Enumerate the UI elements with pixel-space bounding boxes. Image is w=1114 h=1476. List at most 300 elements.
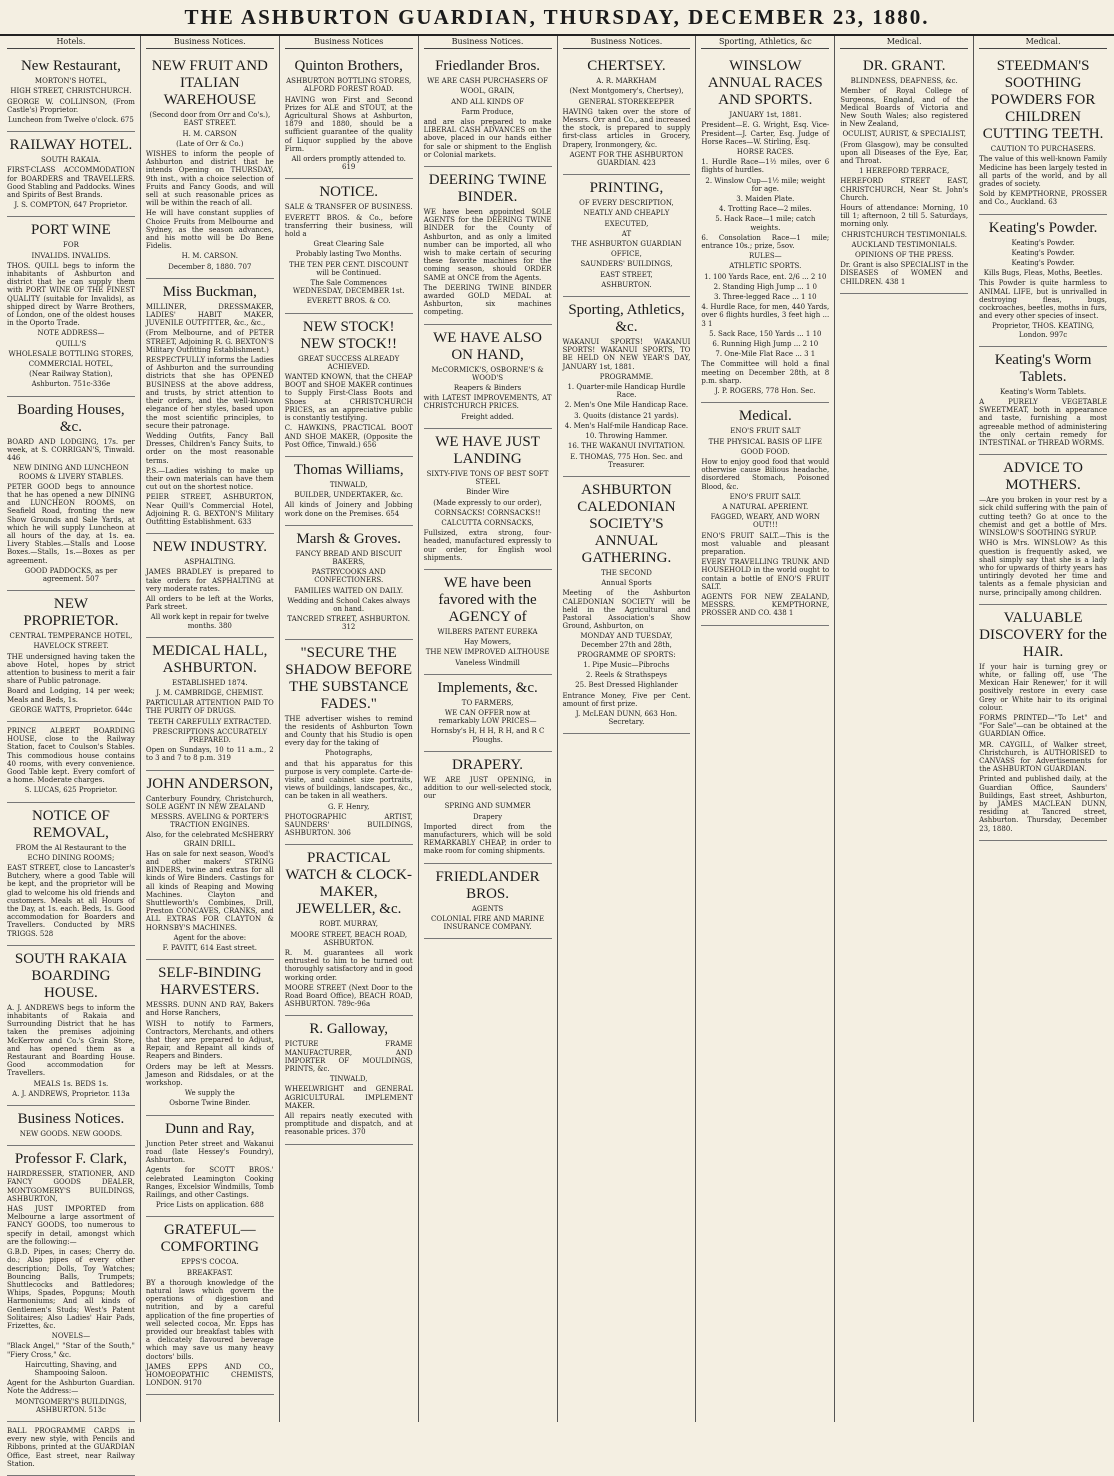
column-4	[419, 36, 558, 1422]
advertisement-line: MONDAY AND TUESDAY, December 27th and 28th,	[580, 632, 673, 649]
advertisement-title: VALUABLE DISCOVERY for the HAIR.	[979, 609, 1107, 660]
advertisement-title: R. Galloway,	[309, 1021, 388, 1038]
advertisement-line: Agent for the above:	[173, 933, 247, 942]
advertisement	[424, 429, 552, 570]
advertisement	[7, 591, 135, 722]
advertisement-line: The Sale Commences WEDNESDAY, DECEMBER 1st.	[292, 279, 405, 296]
advertisement-line: (From Melbourne, and of PETER STREET, Adjoining R. G. BEXTON'S Military Outfitting Establishment.)	[145, 329, 274, 354]
advertisement-line: CALCUTTA CORNSACKS,	[441, 518, 534, 527]
advertisement	[7, 397, 135, 591]
advertisement-line: THE undersigned having taken the above Hotel, hopes by strict attention to business to merit a fair share of Public patronage.	[7, 652, 135, 686]
advertisement-line: NEATLY AND CHEAPLY	[583, 209, 670, 218]
advertisement-line: HAIRDRESSER, STATIONER, AND FANCY GOODS DEALER, MONTGOMERY'S BUILDINGS, ASHBURTON,	[7, 1170, 135, 1203]
advertisement-line: THE PHYSICAL BASIS OF LIFE	[708, 437, 822, 446]
advertisement	[146, 960, 274, 1115]
advertisement-line: CAUTION TO PURCHASERS.	[990, 145, 1096, 154]
advertisement-line: NEW GOODS. NEW GOODS.	[19, 1130, 123, 1139]
advertisement	[7, 1422, 135, 1476]
advertisement-title: WE have been favored with the AGENCY of	[438, 574, 537, 625]
advertisement-title: Quinton Brothers,	[294, 58, 403, 75]
advertisement-title: Keating's Worm Tablets.	[994, 351, 1092, 385]
advertisement-line: All orders to be left at the Works, Park street.	[145, 594, 274, 612]
advertisement-line: HAVING won First and Second Prizes for ALE and STOUT, at the Agricultural Shows at Ashburton, 1879 and 1880, should be a sufficient guarantee of the quality of Liquor supplied by the above Firm.	[284, 95, 413, 153]
advertisement-line: CHRISTCHURCH TESTIMONIALS.	[841, 230, 967, 239]
advertisement-line: Probably lasting Two Months.	[295, 250, 402, 259]
advertisement-line: The Committee will hold a final meeting on December 28th, at 8 p.m. sharp.	[701, 360, 830, 385]
advertisement-line: OF EVERY DESCRIPTION,	[579, 199, 674, 208]
advertisement-line: WE have been appointed SOLE AGENTS for the DEERING TWINE BINDER for the County of Ashburton, and as only a limited number can be imported, all who wish to make certain of securing these favorite machines for the coming season, should ORDER SAME at ONCE from the Agents.	[423, 208, 552, 282]
advertisement-line: SIXTY-FIVE TONS OF BEST SOFT STEEL	[426, 469, 549, 487]
advertisement-line: MONTGOMERY'S BUILDINGS, ASHBURTON. 513c	[15, 1397, 127, 1414]
advertisement-line: 2. Standing High Jump ... 1 0	[713, 282, 817, 291]
advertisement-line: WISHES to inform the people of Ashburton and district that he intends Opening on THURSDAY, 9th inst., with a choice selection of Fruits and Fancy Goods, and will sell at such reasonable prices as will be within the reach of all.	[145, 150, 274, 208]
advertisement	[979, 605, 1107, 841]
advertisement-line: HAVELOCK STREET.	[33, 642, 109, 651]
advertisement-line: COLONIAL FIRE AND MARINE INSURANCE COMPANY.	[431, 914, 545, 931]
advertisement-title: WE HAVE JUST LANDING	[435, 433, 540, 467]
advertisement	[146, 1217, 274, 1395]
advertisement-line: Printed and published daily, at the Guardian Office, Saunders' Buildings, East street, Ashburton, by JAMES MACLEAN DUNN, residing at Tancred street, Ashburton. Thursday, December 23, 1880.	[979, 775, 1107, 833]
advertisement-line: CENTRAL TEMPERANCE HOTEL,	[9, 632, 133, 641]
advertisement-line: TINWALD,	[329, 1075, 368, 1084]
advertisement-line: and are also prepared to make LIBERAL CASH ADVANCES on the above, placed in our hands either for sale or shipment to the English or Colonial markets.	[423, 118, 552, 159]
advertisement	[563, 297, 691, 477]
advertisement-line: P.S.—Ladies wishing to make up their own materials can have them cut out on the shortest notice.	[145, 466, 274, 492]
advertisement-line: (Late of Orr & Co.)	[176, 139, 244, 148]
advertisement-line: ENO'S FRUIT SALT.	[729, 492, 802, 501]
advertisement-line: AGENTS	[471, 904, 504, 913]
advertisement-title: Implements, &c.	[437, 679, 538, 696]
advertisement-line: WILBERS PATENT EUREKA	[437, 627, 538, 636]
advertisement-title: NOTICE.	[319, 184, 379, 201]
advertisement	[840, 53, 968, 294]
advertisement-line: Wedding Outfits, Fancy Ball Dresses, Children's Fancy Suits, to order on the most reasonable terms.	[145, 431, 274, 465]
advertisement-line: Luncheon from Twelve o'clock. 675	[8, 116, 134, 125]
advertisement-line: TINWALD,	[329, 480, 368, 489]
advertisement	[424, 675, 552, 752]
advertisement-title: PRINTING,	[589, 180, 664, 197]
advertisement-line: 4. Men's Half-mile Handicap Race.	[564, 421, 689, 430]
advertisement-line: GOOD FOOD.	[740, 447, 790, 456]
advertisement-line: Canterbury Foundry, Christchurch, SOLE AGENT IN NEW ZEALAND	[145, 794, 274, 811]
advertisement-line: THE ASHBURTON GUARDIAN	[571, 240, 682, 249]
advertisement-line: THE SECOND	[601, 568, 652, 577]
advertisement-line: BLINDNESS, DEAFNESS, &c.	[850, 77, 958, 86]
advertisement	[424, 570, 552, 675]
advertisement-line: NEW DINING AND LUNCHEON ROOMS & LIVERY STABLES.	[13, 464, 129, 481]
advertisement	[7, 803, 135, 946]
advertisement-line: The DEERING TWINE BINDER awarded GOLD MEDAL at Ashburton, six machines competing.	[423, 283, 552, 317]
advertisement-line: AND ALL KINDS OF	[451, 97, 525, 106]
advertisement-line: G. F. Henry,	[328, 802, 370, 811]
column-5	[558, 36, 697, 1422]
advertisement-line: Junction Peter street and Wakanui road (late Hessey's Foundry), Ashburton.	[145, 1139, 274, 1165]
advertisement	[979, 215, 1107, 347]
advertisement-line: FANCY BREAD AND BISCUIT BAKERS,	[295, 549, 402, 566]
advertisement-line: CORNSACKS! CORNSACKS!!	[434, 508, 541, 517]
advertisement	[424, 325, 552, 429]
advertisement-line: Farm Produce,	[461, 107, 514, 116]
advertisement-line: AGENT FOR THE ASHBURTON GUARDIAN. 423	[569, 150, 684, 168]
advertisement-line: THE advertiser wishes to remind the residents of Ashburton Town and County that his Studio is open every day for the taking of	[284, 714, 413, 748]
advertisement-line: PROGRAMME OF SPORTS:	[577, 650, 676, 659]
advertisement	[285, 179, 413, 313]
advertisement-line: Drapery	[473, 812, 503, 821]
advertisement-line: EAST STREET,	[600, 270, 653, 279]
advertisement-line: 6. Consolation Race—1 mile; entrance 10s.; prize, 5sov.	[701, 233, 830, 251]
advertisement-line: BOARD AND LODGING, 17s. per week, at S. CORRIGAN'S, Tinwald. 446	[7, 437, 135, 463]
advertisement-line: Agents for SCOTT BROS.' celebrated Leamington Cooking Ranges, Excelsior Windmills, Tomb Railings, and other Castings.	[145, 1166, 274, 1199]
advertisement-line: ASHBURTON BOTTLING STORES, ALFORD FOREST ROAD.	[286, 77, 412, 94]
advertisement-line: J. S. COMPTON, 647 Proprietor.	[14, 201, 128, 210]
advertisement-line: J. McLEAN DUNN, 663 Hon. Secretary.	[575, 709, 678, 727]
advertisement-line: BREAKFAST.	[186, 1268, 233, 1277]
advertisement-line: Meeting of the Ashburton CALEDONIAN SOCIETY will be held in the Agricultural and Pastoral Association's Show Ground, Ashburton, on	[562, 589, 691, 631]
advertisement-line: GEORGE WATTS, Proprietor. 644c	[9, 705, 133, 714]
advertisement-line: OPINIONS OF THE PRESS.	[854, 251, 954, 260]
advertisement-line: WANTED KNOWN, that the CHEAP BOOT and SHOE MAKER continues to Supply First-Class Boots and Shoes at CHRISTCHURCH PRICES, as an appreciative public is constantly testifying.	[284, 373, 413, 423]
advertisement-line: WAKANUI SPORTS! WAKANUI SPORTS! WAKANUI SPORTS, TO BE HELD ON NEW YEAR'S DAY, JANUARY 1st, 1881.	[562, 338, 691, 371]
advertisement-title: STEEDMAN'S SOOTHING POWDERS FOR CHILDREN CUTTING TEETH.	[982, 58, 1104, 143]
advertisement-line: JAMES EPPS AND CO., HOMOEOPATHIC CHEMISTS, LONDON. 9170	[145, 1362, 274, 1388]
advertisement-line: A NATURAL APERIENT.	[722, 502, 809, 511]
column-header: Business Notices	[285, 38, 413, 49]
advertisement-line: TANCRED STREET, ASHBURTON. 312	[287, 615, 410, 632]
advertisement-line: Has on sale for next season, Wood's and other makers' STRING BINDERS, twine and extras for all kinds of Wire Binders. Castings for all kinds of Reaping and Mowing Machines. Clayton and Shuttleworth's Combines, Drill, Preston CONCAVES, CRANKS, and ALL EXTRAS FOR CLAYTON & HORNSBY'S MACHINES.	[145, 849, 274, 932]
advertisement-line: A. J. ANDREWS begs to inform the inhabitants of Rakaia and Surrounding District that he has taken the premises adjoining McKerrow and Co.'s Grain Store, and has opened them as a Restaurant and Boarding House. Good accommodation for Travellers.	[7, 1003, 135, 1078]
advertisement-line: Member of Royal College of Surgeons, England, and of the Medical Boards of Victoria and New South Wales; also registered in New Zealand,	[840, 87, 969, 129]
advertisement-line: The value of this well-known Family Medicine has been largely tested in all parts of the world, and by all grades of society.	[979, 155, 1107, 189]
advertisement-title: Miss Buckman,	[162, 283, 257, 300]
advertisement-title: WE HAVE ALSO ON HAND,	[433, 329, 542, 363]
advertisement-line: EVERETT BROS. & Co., before transferring their business, will hold a	[284, 213, 413, 239]
advertisement-line: G.B.D. Pipes, in cases; Cherry do. do.; Also pipes of every other description; Dolls, Toy Watches; Bouncing Balls, Trumpets; Shuttlecocks and Battledores; Whips, Spades, Popguns; Mouth Harmoniums; And all kinds of Gentlemen's Studs; West's Patent Solitaires; Also Ladies' Hair Pads, Frizettes, &c.	[7, 1248, 135, 1330]
advertisement	[285, 1016, 413, 1144]
advertisement-line: MESSRS. AVELING & PORTER'S TRACTION ENGINES.	[150, 813, 269, 830]
advertisement-line: (Second door from Orr and Co's.), EAST STREET.	[149, 111, 271, 128]
advertisement	[7, 1146, 135, 1422]
column-header: Medical.	[979, 38, 1107, 49]
advertisement-line: E. THOMAS, 775 Hon. Sec. and Treasurer.	[570, 452, 683, 469]
column-header: Business Notices.	[563, 38, 691, 49]
advertisement-title: DRAPERY.	[452, 756, 524, 773]
advertisement-title: GRATEFUL—COMFORTING	[160, 1222, 259, 1256]
advertisement-line: HIGH STREET, CHRISTCHURCH.	[10, 87, 132, 96]
advertisement-line: ROBT. MURRAY,	[319, 920, 378, 929]
advertisement-line: Keating's Powder.	[1011, 259, 1075, 268]
advertisement-line: (From Glasgow), may be consulted upon all Diseases of the Eye, Ear, and Throat.	[840, 140, 969, 166]
advertisement-title: New Restaurant,	[20, 58, 121, 75]
advertisement-line: How to enjoy good food that would otherwise cause Bilious headache, disordered Stomach, Poisoned Blood, &c.	[701, 457, 830, 491]
advertisement-line: ECHO DINING ROOMS;	[27, 853, 115, 862]
advertisement-line: 1. 100 Yards Race, ent. 2/6 ... 2 10	[704, 272, 827, 281]
advertisement-line: Freight added.	[461, 412, 514, 421]
advertisement-line: Binder Wire	[466, 488, 509, 497]
advertisement-title: NEW STOCK! NEW STOCK!!	[300, 318, 397, 352]
advertisement-line: OFFICE,	[610, 250, 642, 259]
advertisement-line: HAVING taken over the store of Messrs. Orr and Co., and increased the stock, is prepared to supply first-class articles in Grocery, Drapery, Ironmongery, &c.	[562, 107, 691, 149]
advertisement-line: J. P. ROGERS, 778 Hon. Sec.	[715, 387, 816, 396]
advertisement-line: Proprietor, THOS. KEATING, London. 997c	[991, 322, 1095, 339]
advertisement-line: TO FARMERS,	[461, 698, 514, 707]
advertisement-line: McCORMICK'S, OSBORNE'S & WOOD'S	[431, 365, 544, 382]
advertisement-title: Medical.	[738, 408, 792, 425]
advertisement-title: DEERING TWINE BINDER.	[428, 172, 547, 206]
advertisement-line: Orders may be left at Messrs. Jameson and Ridsdales, or at the workshop.	[145, 1062, 274, 1088]
advertisement-line: HORSE RACES.	[736, 148, 794, 157]
advertisement-line: Kills Bugs, Fleas, Moths, Beetles.	[983, 269, 1103, 278]
advertisement-line: ENO'S FRUIT SALT	[730, 427, 801, 436]
advertisement-line: with LATEST IMPROVEMENTS, AT CHRISTCHURCH PRICES.	[423, 394, 552, 411]
advertisement-line: AGENTS FOR NEW ZEALAND, MESSRS. KEMPTHORNE, PROSSER AND CO. 438 1	[701, 592, 830, 618]
advertisement-line: Also, for the celebrated McSHERRY GRAIN DRILL.	[145, 831, 274, 848]
advertisement-line: 1. Pipe Music—Pibrochs	[583, 660, 670, 669]
advertisement-title: Friedlander Bros.	[435, 58, 541, 75]
advertisement-line: PASTRYCOOKS AND CONFECTIONERS.	[311, 568, 386, 585]
advertisement-title: PORT WINE	[31, 222, 111, 239]
advertisement-title: NEW FRUIT AND ITALIAN WAREHOUSE	[151, 58, 268, 109]
advertisement-line: MILLINER, DRESSMAKER, LADIES' HABIT MAKER, JUVENILE OUTFITTER, &c., &c.,	[145, 302, 274, 328]
advertisement	[701, 53, 829, 403]
column-2	[141, 36, 280, 1422]
advertisement-line: Board and Lodging, 14 per week; Meals and Beds, 1s.	[7, 687, 135, 704]
advertisement-line: F. PAVITT, 614 East street.	[162, 944, 257, 953]
advertisement-line: MORTON'S HOTEL,	[34, 77, 107, 86]
column-header: Hotels.	[7, 38, 135, 49]
advertisement-line: 1. Quarter-mile Handicap Hurdle Race.	[567, 383, 686, 400]
advertisement-line: H. M. CARSON.	[181, 252, 238, 261]
advertisement-line: FROM the Al Restaurant to the	[15, 843, 127, 852]
column-3	[280, 36, 419, 1422]
advertisement	[146, 638, 274, 771]
advertisement-title: Business Notices.	[17, 1111, 125, 1128]
advertisement-title: Professor F. Clark,	[14, 1151, 127, 1168]
advertisement	[285, 314, 413, 457]
advertisement-line: This Powder is quite harmless to ANIMAL LIFE, but is unrivalled in destroying fleas, bugs, cockroaches, beetles, moths in furs, and every other species of insect.	[979, 279, 1107, 321]
advertisement	[563, 477, 691, 734]
advertisement-line: Annual Sports	[601, 579, 652, 588]
advertisement-line: FOR	[63, 241, 79, 250]
advertisement-line: If your hair is turning grey or white, or falling off, use 'The Mexican Hair Renewer,' for it will positively restore in every case Grey or White hair to its original colour.	[979, 662, 1107, 712]
advertisement	[701, 403, 829, 625]
advertisement-line: Open on Sundays, 10 to 11 a.m., 2 to 3 and 7 to 8 p.m. 319	[145, 746, 274, 763]
advertisement-line: HEREFORD STREET EAST, CHRISTCHURCH, Near St. John's Church.	[840, 177, 969, 202]
advertisement-line: FAMILIES WAITED ON DAILY.	[294, 586, 404, 595]
advertisement-title: Marsh & Groves.	[296, 530, 401, 547]
advertisement-line: ATHLETIC SPORTS.	[729, 262, 802, 271]
advertisement-line: (Next Montgomery's, Chertsey),	[569, 87, 684, 96]
advertisement	[146, 771, 274, 961]
advertisement-line: SPRING AND SUMMER	[444, 802, 531, 811]
advertisement-line: Keating's Powder.	[1011, 248, 1075, 257]
advertisement-line: 1 HEREFORD TERRACE,	[859, 167, 950, 176]
advertisement-line: JANUARY 1st, 1881.	[729, 111, 802, 120]
advertisement-line: Wedding and School Cakes always on hand.	[287, 596, 410, 613]
advertisement-line: Price Lists on application. 688	[155, 1201, 264, 1210]
column-7	[835, 36, 974, 1422]
advertisement-title: Dunn and Ray,	[165, 1120, 255, 1137]
advertisement	[285, 845, 413, 1016]
advertisement-line: 3. Quoits (distance 21 yards).	[574, 411, 679, 420]
advertisement	[7, 53, 135, 132]
advertisement-line: A. R. MARKHAM	[596, 77, 657, 86]
advertisement-title: NEW PROPRIETOR.	[23, 596, 119, 630]
advertisement-line: 1. Hurdle Race—1½ miles, over 6 flights of hurdles.	[701, 158, 830, 175]
advertisement-line: J. M. CAMBRIDGE, CHEMIST.	[156, 688, 264, 697]
advertisement	[7, 722, 135, 803]
advertisement-line: PARTICULAR ATTENTION PAID TO THE PURITY OF DRUGS.	[145, 699, 274, 716]
advertisement-line: PRESCRIPTIONS ACCURATELY PREPARED.	[152, 727, 268, 744]
advertisement-line: GEORGE W. COLLINSON, (From Castle's) Proprietor.	[7, 97, 135, 114]
advertisement-title: ASHBURTON CALEDONIAN SOCIETY'S ANNUAL GATHERING.	[577, 481, 676, 566]
advertisement-line: Hay Mowers,	[463, 638, 512, 647]
advertisement-line: OCULIST, AURIST, & SPECIALIST,	[842, 130, 966, 139]
advertisement-title: SOUTH RAKAIA BOARDING HOUSE.	[14, 950, 127, 1001]
columns	[2, 36, 1112, 1468]
advertisement	[285, 640, 413, 846]
advertisement-line: C. HAWKINS, PRACTICAL BOOT AND SHOE MAKER, (Opposite the Post Office, Tinwald.) 656	[284, 424, 413, 449]
advertisement-title: FRIEDLANDER BROS.	[435, 868, 540, 902]
advertisement-line: FORMS PRINTED—"To Let" and "For Sale"—can be obtained at the GUARDIAN Office.	[979, 713, 1107, 739]
advertisement-line: WOOL, GRAIN,	[460, 87, 515, 96]
advertisement-title: Thomas Williams,	[293, 461, 404, 478]
advertisement-line: All orders promptly attended to. 619	[291, 155, 406, 172]
advertisement-line: WHO is Mrs. WINSLOW? As this question is frequently asked, we shall simply say that she is a lady who for upwards of thirty years has untiringly devoted her time and talents as a female physician and nurse, principally among children.	[979, 539, 1107, 597]
advertisement-line: R. M. guarantees all work entrusted to him to be turned out thoroughly satisfactory and in good working order.	[284, 949, 413, 982]
advertisement-line: AT	[621, 229, 632, 238]
advertisement-line: ASPHALTING.	[184, 558, 236, 567]
advertisement-line: MEALS 1s. BEDS 1s.	[33, 1079, 109, 1088]
advertisement-line: SOUTH RAKAIA.	[41, 156, 101, 165]
advertisement-line: 2. Men's One Mile Handicap Race.	[564, 401, 689, 410]
advertisement-line: S. LUCAS, 625 Proprietor.	[24, 786, 118, 795]
advertisement	[979, 347, 1107, 455]
advertisement-line: 25. Best Dressed Highlander	[575, 681, 678, 690]
advertisement-line: H. M. CARSON	[182, 129, 238, 138]
advertisement	[979, 53, 1107, 214]
advertisement-line: 16. THE WAKANUI INVITATION.	[567, 442, 685, 451]
advertisement-line: BY a thorough knowledge of the natural laws which govern the operations of digestion and nutrition, and by a careful application of the fine properties of well selected cocoa, Mr. Epps has provided our breakfast tables with a delicately flavoured beverage which may save us many heavy doctors' bills.	[145, 1278, 274, 1361]
advertisement	[424, 752, 552, 864]
advertisement	[424, 53, 552, 167]
advertisement-line: Photographs,	[325, 749, 373, 758]
advertisement-line: Osborne Twine Binder.	[169, 1099, 251, 1108]
advertisement-title: RAILWAY HOTEL.	[9, 137, 133, 154]
advertisement-line: RULES—	[748, 252, 782, 261]
column-header: Medical.	[840, 38, 968, 49]
advertisement-line: (Made expressly to our order),	[433, 498, 542, 507]
advertisement-line: PHOTOGRAPHIC ARTIST, SAUNDERS' BUILDINGS, ASHBURTON. 306	[284, 812, 413, 838]
column-header: Business Notices.	[424, 38, 552, 49]
advertisement	[979, 455, 1107, 604]
advertisement-line: Keating's Worm Tablets.	[1000, 387, 1087, 396]
advertisement-line: GREAT SUCCESS ALREADY ACHIEVED.	[298, 354, 400, 371]
advertisement-title: ADVICE TO MOTHERS.	[1003, 460, 1083, 494]
column-8	[974, 36, 1112, 1422]
advertisement-line: BUILDER, UNDERTAKER, &c.	[294, 491, 403, 500]
advertisement-line: All kinds of Joinery and Jobbing work done on the Premises. 654	[284, 501, 413, 518]
advertisement-line: HAS JUST IMPORTED from Melbourne a large assortment of FANCY GOODS, too numerous to specify in detail, amongst which are the following:—	[7, 1205, 135, 1246]
advertisement-line: COMMERCIAL HOTEL,	[28, 360, 114, 369]
advertisement-line: 4. Trotting Race—2 miles.	[718, 205, 812, 214]
advertisement-title: SELF-BINDING HARVESTERS.	[158, 965, 262, 999]
advertisement-line: 10. Throwing Hammer.	[585, 432, 668, 441]
advertisement-line: 6. Running High Jump ... 2 10	[712, 340, 819, 349]
advertisement-line: Dr. Grant is also SPECIALIST in the DISEASES of WOMEN and CHILDREN. 438 1	[840, 261, 969, 286]
advertisement-line: THE NEW IMPROVED ALTHOUSE	[425, 648, 550, 657]
advertisement-line: MESSRS. DUNN AND RAY, Bakers and Horse Ranchers,	[145, 1001, 274, 1018]
advertisement-line: 4. Hurdle Race, for men, 440 Yards, over 6 flights hurdles, 3 feet high ... 3 1	[701, 303, 830, 328]
advertisement-line: Fullsized, extra strong, four-headed, manufactured expressly to our order, for English wool shipments.	[423, 529, 552, 562]
advertisement-line: MR. CAYGILL, of Walker street, Christchurch, is AUTHORISED to CANVASS for Advertisements for the ASHBURTON GUARDIAN.	[979, 740, 1107, 774]
advertisement-title: NEW INDUSTRY.	[152, 539, 268, 556]
advertisement-line: We supply the	[184, 1089, 235, 1098]
advertisement-line: BALL PROGRAMME CARDS in every new style, with Pencils and Ribbons, printed at the GUARDIAN Office, East street, near Railway Station.	[7, 1426, 135, 1468]
column-6	[696, 36, 835, 1422]
advertisement-line: Hours of attendance: Morning, 10 till 1; afternoon, 2 till 5. Saturdays, morning only.	[840, 204, 969, 229]
advertisement-line: EXECUTED,	[604, 219, 649, 228]
advertisement-title: PRACTICAL WATCH & CLOCK-MAKER, JEWELLER, &c.	[285, 850, 413, 918]
advertisement-line: ENO'S FRUIT SALT.—This is the most valuable and pleasant preparation.	[701, 531, 830, 556]
advertisement-line: 5. Hack Race—1 mile; catch weights.	[715, 215, 816, 232]
advertisement	[424, 864, 552, 940]
advertisement-line: WISH to notify to Farmers, Contractors, Merchants, and others that they are prepared to Adjust, Repair, and Repaint all kinds of Reapers and Binders.	[145, 1019, 274, 1061]
advertisement-line: Reapers & Binders	[453, 384, 522, 393]
advertisement-line: December 8, 1880. 707	[168, 262, 252, 271]
advertisement-line: MOORE STREET, BEACH ROAD, ASHBURTON.	[290, 930, 408, 947]
advertisement-line: QUILL'S	[55, 339, 87, 348]
advertisement-line: MOORE STREET (Next Door to the Road Board Office), BEACH ROAD, ASHBURTON. 789c-96a	[284, 983, 413, 1009]
advertisement-line: A PURELY VEGETABLE SWEETMEAT, both in appearance and taste, furnishing a most agreeable method of administering the only certain remedy for INTESTINAL or THREAD WORMS.	[979, 398, 1107, 448]
advertisement-line: JAMES BRADLEY is prepared to take orders for ASPHALTING at very moderate rates.	[145, 568, 274, 593]
advertisement-line: Vaneless Windmill	[455, 658, 520, 667]
advertisement-line: WE CAN OFFER now at remarkably LOW PRICES—	[438, 708, 537, 726]
advertisement	[7, 217, 135, 396]
advertisement	[146, 1116, 274, 1218]
advertisement-line: NOTE ADDRESS—	[37, 329, 105, 338]
advertisement-line: Keating's Powder.	[1011, 238, 1075, 247]
advertisement	[563, 175, 691, 297]
advertisement-line: ASHBURTON.	[601, 280, 652, 289]
advertisement-title: Boarding Houses, &c.	[17, 401, 125, 435]
advertisement-title: NOTICE OF REMOVAL,	[31, 807, 110, 841]
advertisement-line: EVERY TRAVELLING TRUNK AND HOUSEHOLD in the world ought to contain a bottle of ENO'S FRUIT SALT.	[701, 558, 830, 591]
advertisement-title: CHERTSEY.	[587, 58, 666, 75]
advertisement	[146, 279, 274, 534]
advertisement-line: PEIER STREET, ASHBURTON, Near Quill's Commercial Hotel, Adjoining R. G. BEXTON'S Military Outfitting Establishment. 633	[145, 493, 274, 526]
advertisement-line: SAUNDERS' BUILDINGS,	[580, 260, 673, 269]
advertisement-line: PROGRAMME.	[599, 372, 654, 381]
advertisement-line: FIRST-CLASS ACCOMMODATION for BOARDERS and TRAVELLERS. Good Stabling and Paddocks. Wines and Spirits of Best Brands.	[7, 166, 135, 200]
advertisement	[146, 534, 274, 638]
column-header: Business Notices.	[146, 38, 274, 49]
advertisement-title: Keating's Powder.	[988, 219, 1098, 236]
advertisement-line: AUCKLAND TESTIMONIALS.	[851, 240, 957, 249]
advertisement	[424, 167, 552, 325]
advertisement-title: JOHN ANDERSON,	[146, 775, 274, 792]
advertisement-line: NOVELS—	[51, 1332, 91, 1341]
advertisement	[7, 1106, 135, 1146]
advertisement	[7, 132, 135, 217]
advertisement-line: 2. Winslow Cup—1½ mile; weight for age.	[705, 176, 826, 193]
advertisement-line: Great Clearing Sale	[313, 240, 384, 249]
advertisement-line: Hornsby's H, H H, R H, and R C Ploughs.	[430, 727, 545, 744]
advertisement	[285, 53, 413, 179]
column-1	[2, 36, 141, 1468]
advertisement-line: Haircutting, Shaving, and Shampooing Saloon.	[25, 1360, 117, 1377]
advertisement-line: THOS. QUILL begs to inform the inhabitants of Ashburton and district that he can supply them with PORT WINE OF THE FINEST QUALITY (suitable for Invalids), as shipped direct by Warre Brothers, of London, one of the oldest houses in the Oporto Trade.	[7, 261, 135, 328]
advertisement	[285, 526, 413, 640]
